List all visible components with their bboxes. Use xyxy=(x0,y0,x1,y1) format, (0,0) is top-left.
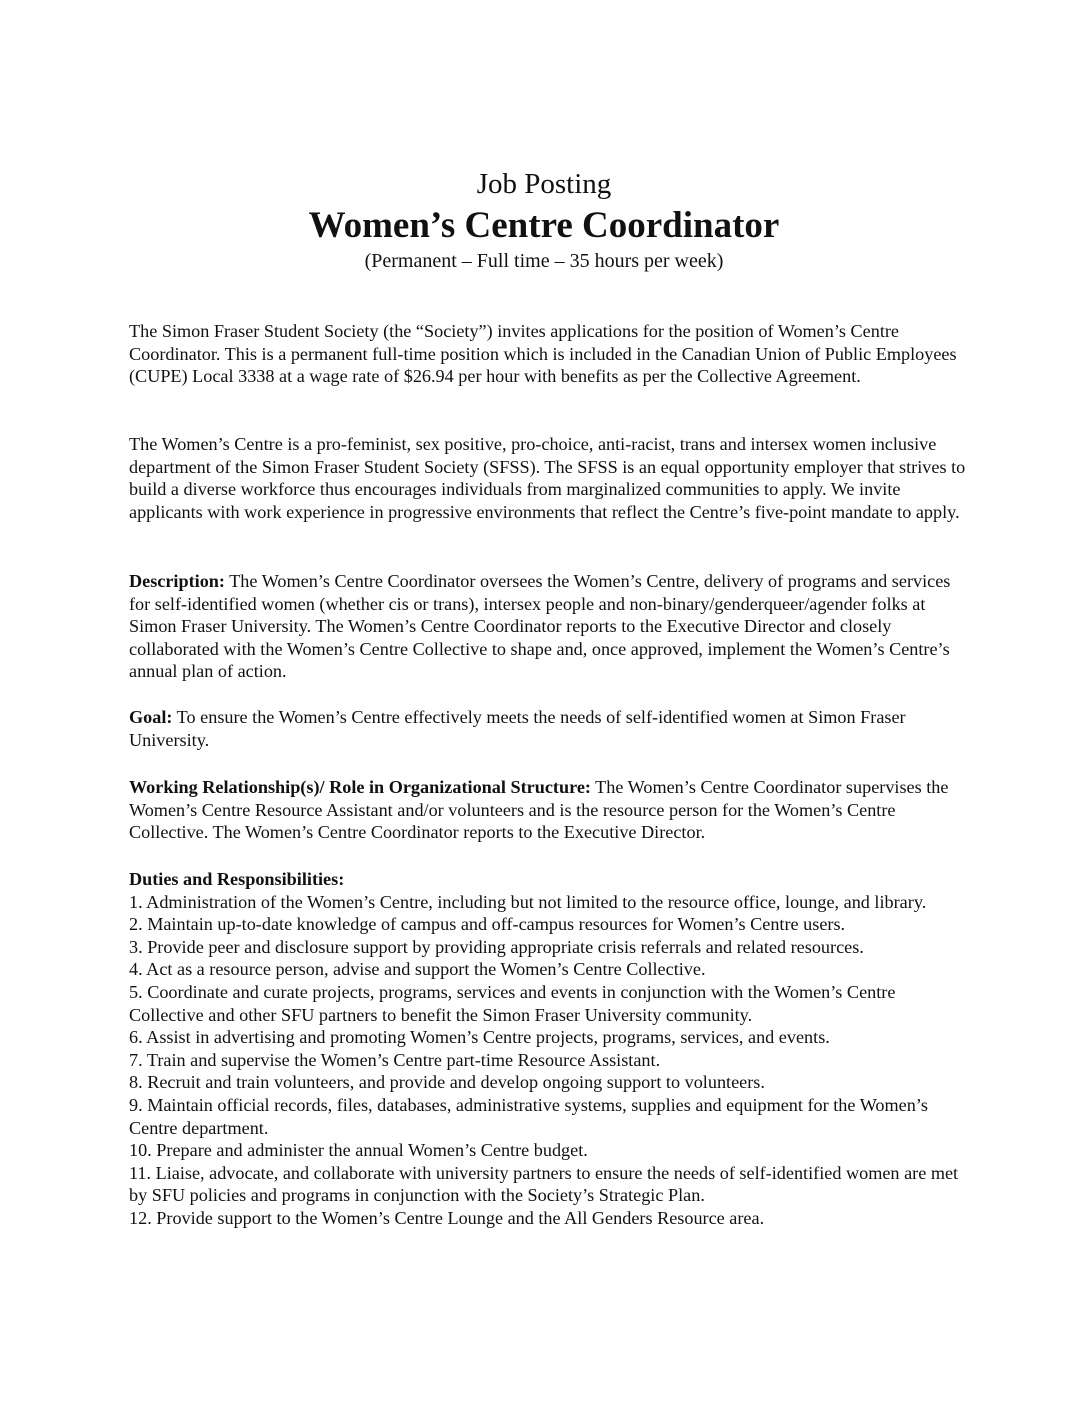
intro-paragraph-2 xyxy=(129,433,974,523)
duty-item: 6. Assist in advertising and promoting Women’s Centre projects, programs, services, and events. xyxy=(129,1027,830,1048)
description-paragraph xyxy=(129,570,974,683)
intro-paragraph-1-text: The Simon Fraser Student Society (the “Society”) invites applications for the position of Women’s Centre Coordinator. This is a permanent full-time position which is included in the Canadian Union of Public Employees (CUPE) Local 3338 at a wage rate of $26.94 per hour with benefits as per the Collective Agreement. xyxy=(129,321,957,387)
duty-item: 4. Act as a resource person, advise and support the Women’s Centre Collective. xyxy=(129,959,706,980)
intro-paragraph-2-text: The Women’s Centre is a pro-feminist, sex positive, pro-choice, anti-racist, trans and intersex women inclusive department of the Simon Fraser Student Society (SFSS). The SFSS is an equal opportunity employer that strives to build a diverse workforce thus encourages individuals from marginalized communities to apply. We invite applicants with work experience in progressive environments that reflect the Centre’s five-point mandate to apply. xyxy=(129,434,966,522)
document-subtitle: (Permanent – Full time – 35 hours per week) xyxy=(364,250,724,272)
goal-label: Goal: xyxy=(129,707,173,727)
duty-item: 12. Provide support to the Women’s Centre Lounge and the All Genders Resource area. xyxy=(129,1207,765,1228)
goal-text: To ensure the Women’s Centre effectively meets the needs of self-identified women at Simon Fraser University. xyxy=(129,707,906,750)
duties-heading: Duties and Responsibilities: xyxy=(129,869,345,889)
intro-paragraph-1 xyxy=(129,320,974,388)
document-title: Women’s Centre Coordinator xyxy=(308,205,780,246)
duty-item: 5. Coordinate and curate projects, programs, services and events in conjunction with the Women’s Centre Collective and other SFU partners to benefit the Simon Fraser University community. xyxy=(129,981,896,1025)
relationship-paragraph xyxy=(129,776,974,844)
description-section xyxy=(129,570,974,683)
document-kicker: Job Posting xyxy=(476,168,612,200)
relationship-label: Working Relationship(s)/ Role in Organizational Structure: xyxy=(129,777,591,797)
relationship-section xyxy=(129,776,974,844)
duties-section xyxy=(129,868,974,1230)
duty-item: 7. Train and supervise the Women’s Centre part-time Resource Assistant. xyxy=(129,1049,661,1070)
goal-paragraph xyxy=(129,706,974,751)
goal-section xyxy=(129,706,974,751)
relationship-text: The Women’s Centre Coordinator supervises the Women’s Centre Resource Assistant and/or volunteers and is the resource person for the Women’s Centre Collective. The Women’s Centre Coordinator reports to the Executive Director. xyxy=(129,777,949,843)
duty-item: 10. Prepare and administer the annual Women’s Centre budget. xyxy=(129,1140,588,1161)
description-label: Description: xyxy=(129,571,225,591)
duties-list xyxy=(129,891,974,1230)
description-text: The Women’s Centre Coordinator oversees the Women’s Centre, delivery of programs and services for self-identified women (whether cis or trans), intersex people and non-binary/genderqueer/agender folks at Simon Fraser University. The Women’s Centre Coordinator reports to the Executive Director and closely collaborated with the Women’s Centre Collective to shape and, once approved, implement the Women’s Centre’s annual plan of action. xyxy=(129,571,951,682)
duty-item: 9. Maintain official records, files, databases, administrative systems, supplies and equipment for the Women’s Centre department. xyxy=(129,1094,928,1138)
duty-item: 11. Liaise, advocate, and collaborate with university partners to ensure the needs of self-identified women are met by SFU policies and programs in conjunction with the Society’s Strategic Plan. xyxy=(129,1162,959,1206)
duty-item: 2. Maintain up-to-date knowledge of campus and off-campus resources for Women’s Centre users. xyxy=(129,914,846,935)
duty-item: 8. Recruit and train volunteers, and provide and develop ongoing support to volunteers. xyxy=(129,1072,765,1093)
duty-item: 3. Provide peer and disclosure support by providing appropriate crisis referrals and related resources. xyxy=(129,936,864,957)
duty-item: 1. Administration of the Women’s Centre, including but not limited to the resource office, lounge, and library. xyxy=(129,891,927,912)
